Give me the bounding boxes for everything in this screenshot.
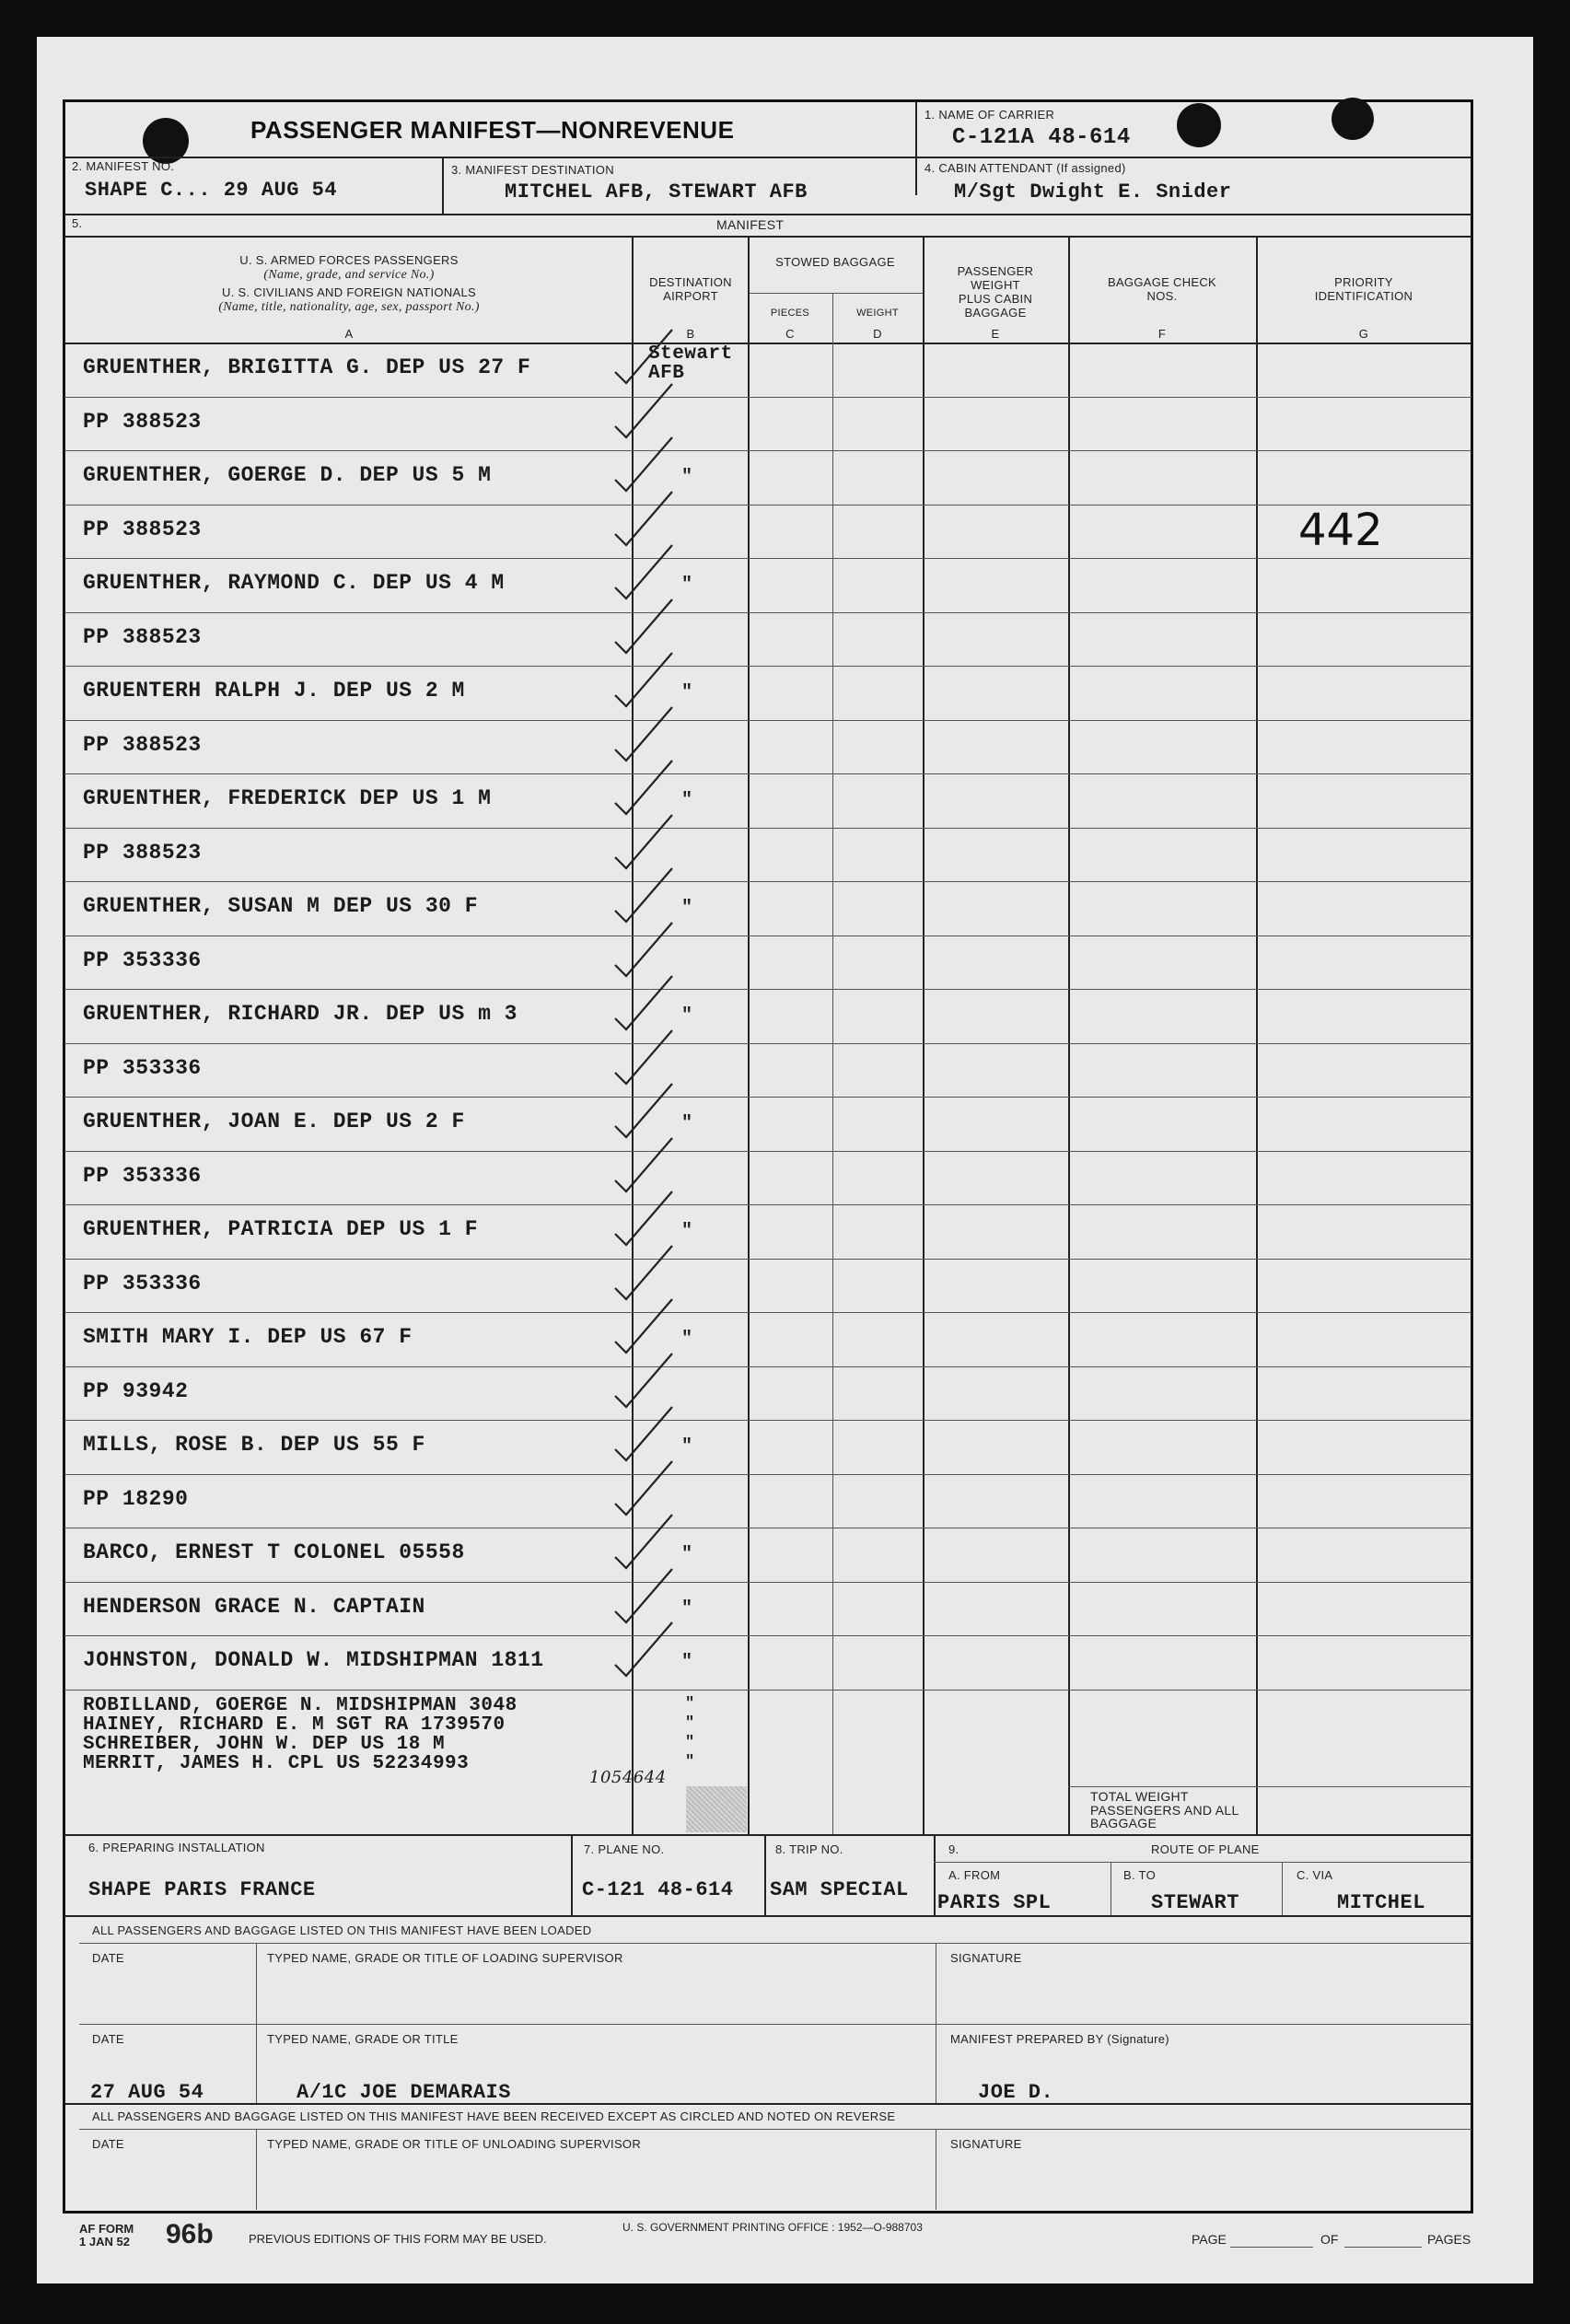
col-a-letter: A bbox=[344, 327, 354, 341]
col-b-letter: B bbox=[686, 327, 695, 341]
destination-airport-cell: " bbox=[685, 1714, 695, 1732]
carrier-label: 1. NAME OF CARRIER bbox=[925, 108, 1055, 122]
route-via-label: C. VIA bbox=[1297, 1868, 1333, 1882]
col-g-header bbox=[1256, 276, 1471, 304]
loaded-statement: ALL PASSENGERS AND BAGGAGE LISTED ON THIS MANIFEST HAVE BEEN LOADED bbox=[92, 1923, 592, 1937]
passenger-row: MERRIT, JAMES H. CPL US 52234993 bbox=[83, 1752, 470, 1774]
destination-airport-cell: " bbox=[681, 1113, 693, 1134]
destination-airport-cell: " bbox=[681, 790, 693, 811]
passenger-row: GRUENTHER, RAYMOND C. DEP US 4 M bbox=[83, 571, 505, 595]
margin-handwritten-note: 1054644 bbox=[589, 1768, 667, 1787]
section7-label: 7. PLANE NO. bbox=[584, 1842, 665, 1856]
col-b-header bbox=[634, 276, 748, 304]
passport-row: PP 353336 bbox=[83, 1055, 202, 1080]
destination-airport-cell: " bbox=[681, 1221, 693, 1242]
received-statement: ALL PASSENGERS AND BAGGAGE LISTED ON THIS MANIFEST HAVE BEEN RECEIVED EXCEPT AS CIRCLED AND NOTED ON REVERSE bbox=[92, 2109, 896, 2123]
col-d-letter: D bbox=[873, 327, 882, 341]
destination-airport-cell: " bbox=[681, 1005, 693, 1027]
route-to-label: B. TO bbox=[1123, 1868, 1156, 1882]
col-e-letter: E bbox=[991, 327, 1000, 341]
passport-row: PP 388523 bbox=[83, 840, 202, 865]
passenger-row: GRUENTHER, RICHARD JR. DEP US m 3 bbox=[83, 1002, 518, 1026]
passenger-row: BARCO, ERNEST T COLONEL 05558 bbox=[83, 1540, 465, 1564]
page-label: PAGE bbox=[1192, 2232, 1227, 2247]
previous-editions-note: PREVIOUS EDITIONS OF THIS FORM MAY BE USED. bbox=[249, 2232, 547, 2246]
col-e-line4: BAGGAGE bbox=[964, 305, 1027, 320]
manifest-heading: MANIFEST bbox=[716, 217, 785, 232]
destination-airport-cell: " bbox=[681, 1598, 693, 1620]
passenger-row: GRUENTHER, BRIGITTA G. DEP US 27 F bbox=[83, 355, 531, 379]
form-id-line2: 1 JAN 52 bbox=[79, 2234, 130, 2248]
passenger-row: MILLS, ROSE B. DEP US 55 F bbox=[83, 1433, 425, 1457]
section8-label: 8. TRIP NO. bbox=[775, 1842, 843, 1856]
col-e-line3: PLUS CABIN bbox=[958, 291, 1033, 306]
unloading-supervisor-label: TYPED NAME, GRADE OR TITLE OF UNLOADING SUPERVISOR bbox=[267, 2137, 642, 2151]
col-b-line2: AIRPORT bbox=[663, 288, 718, 303]
destination-label: 3. MANIFEST DESTINATION bbox=[451, 163, 614, 177]
passenger-row: GRUENTHER, FREDERICK DEP US 1 M bbox=[83, 786, 492, 810]
col-a-line3: U. S. CIVILIANS AND FOREIGN NATIONALS bbox=[222, 285, 476, 300]
loaded-signature-label: SIGNATURE bbox=[950, 1951, 1022, 1965]
received-date-label: DATE bbox=[92, 2137, 124, 2151]
prepared-name-value: A/1C JOE DEMARAIS bbox=[297, 2081, 511, 2104]
gpo-note: U. S. GOVERNMENT PRINTING OFFICE : 1952—O-988703 bbox=[622, 2221, 923, 2234]
section8-value: SAM SPECIAL bbox=[770, 1878, 909, 1901]
prepared-by-value: JOE D. bbox=[978, 2081, 1054, 2104]
passport-row: PP 388523 bbox=[83, 624, 202, 649]
route-from-label: A. FROM bbox=[948, 1868, 1001, 1882]
route-to-value: STEWART bbox=[1151, 1891, 1239, 1914]
destination-airport-cell: " bbox=[681, 1436, 693, 1458]
priority-handwritten-number: 442 bbox=[1298, 505, 1383, 556]
col-d-label: WEIGHT bbox=[856, 308, 899, 319]
stowed-baggage-header: STOWED BAGGAGE bbox=[775, 255, 895, 269]
passenger-row: ROBILLAND, GOERGE N. MIDSHIPMAN 3048 bbox=[83, 1694, 518, 1716]
col-f-letter: F bbox=[1157, 327, 1167, 341]
col-a-header bbox=[66, 254, 632, 315]
form-id-line1: AF FORM bbox=[79, 2222, 134, 2236]
passport-row: PP 388523 bbox=[83, 732, 202, 757]
passport-row: PP 353336 bbox=[83, 1271, 202, 1296]
col-e-line1: PASSENGER bbox=[957, 264, 1034, 278]
passenger-row: SMITH MARY I. DEP US 67 F bbox=[83, 1325, 413, 1349]
total-shaded-cell bbox=[686, 1786, 747, 1832]
passport-row: PP 18290 bbox=[83, 1486, 189, 1511]
passenger-row: JOHNSTON, DONALD W. MIDSHIPMAN 1811 bbox=[83, 1648, 544, 1672]
col-f-line1: BAGGAGE CHECK bbox=[1107, 275, 1217, 289]
col-a-line2: (Name, grade, and service No.) bbox=[263, 267, 435, 282]
form-id-block bbox=[79, 2223, 134, 2248]
passenger-row: GRUENTHER, GOERGE D. DEP US 5 M bbox=[83, 463, 492, 487]
manifest-no-label: 2. MANIFEST NO. bbox=[72, 159, 175, 173]
passenger-row: GRUENTHER, SUSAN M DEP US 30 F bbox=[83, 894, 479, 918]
col-b-line1: DESTINATION bbox=[649, 275, 732, 289]
section6-value: SHAPE PARIS FRANCE bbox=[88, 1878, 316, 1901]
section9-label: 9. bbox=[948, 1842, 959, 1856]
carrier-value: C-121A 48-614 bbox=[952, 125, 1131, 150]
destination-airport-cell: " bbox=[681, 1652, 693, 1673]
passenger-row: GRUENTHER, JOAN E. DEP US 2 F bbox=[83, 1110, 465, 1133]
destination-airport-cell: " bbox=[685, 1733, 695, 1751]
passenger-row: GRUENTERH RALPH J. DEP US 2 M bbox=[83, 679, 465, 703]
section6-label: 6. PREPARING INSTALLATION bbox=[88, 1841, 265, 1854]
passenger-row: GRUENTHER, PATRICIA DEP US 1 F bbox=[83, 1217, 479, 1241]
prepared-name-label: TYPED NAME, GRADE OR TITLE bbox=[267, 2032, 459, 2046]
attendant-value: M/Sgt Dwight E. Snider bbox=[954, 180, 1232, 203]
route-via-value: MITCHEL bbox=[1337, 1891, 1425, 1914]
attendant-label: 4. CABIN ATTENDANT (If assigned) bbox=[925, 161, 1126, 175]
col-e-line2: WEIGHT bbox=[971, 277, 1020, 292]
passenger-row: SCHREIBER, JOHN W. DEP US 18 M bbox=[83, 1733, 446, 1755]
check-mark-icon bbox=[608, 1617, 681, 1681]
form-number: 96b bbox=[166, 2219, 214, 2249]
prepared-date-value: 27 AUG 54 bbox=[90, 2081, 204, 2104]
loading-supervisor-label: TYPED NAME, GRADE OR TITLE OF LOADING SUPERVISOR bbox=[267, 1951, 623, 1965]
form-title: PASSENGER MANIFEST—NONREVENUE bbox=[250, 116, 735, 144]
route-of-plane-label: ROUTE OF PLANE bbox=[1151, 1842, 1260, 1856]
received-signature-label: SIGNATURE bbox=[950, 2137, 1022, 2151]
of-label: OF bbox=[1320, 2232, 1339, 2247]
destination-value: MITCHEL AFB, STEWART AFB bbox=[505, 180, 808, 203]
passenger-row: HAINEY, RICHARD E. M SGT RA 1739570 bbox=[83, 1714, 506, 1736]
col-f-header bbox=[1068, 276, 1256, 304]
col-c-label: PIECES bbox=[770, 308, 810, 319]
route-from-value: PARIS SPL bbox=[937, 1891, 1052, 1914]
prepared-date-label: DATE bbox=[92, 2032, 124, 2046]
passenger-row: HENDERSON GRACE N. CAPTAIN bbox=[83, 1594, 425, 1619]
section-5-label: 5. bbox=[72, 216, 83, 230]
passport-row: PP 388523 bbox=[83, 409, 202, 434]
col-a-line1: U. S. ARMED FORCES PASSENGERS bbox=[239, 253, 459, 267]
col-g-letter: G bbox=[1358, 327, 1369, 341]
col-f-line2: NOS. bbox=[1146, 288, 1178, 303]
destination-airport-cell: " bbox=[681, 682, 693, 703]
passport-row: PP 93942 bbox=[83, 1378, 189, 1403]
passport-row: PP 353336 bbox=[83, 947, 202, 972]
col-c-letter: C bbox=[785, 327, 795, 341]
passport-row: PP 388523 bbox=[83, 517, 202, 541]
destination-airport-cell: " bbox=[685, 1752, 695, 1771]
destination-airport-cell: " bbox=[681, 898, 693, 919]
destination-airport-cell: " bbox=[681, 467, 693, 488]
section7-value: C-121 48-614 bbox=[582, 1878, 734, 1901]
col-e-header bbox=[923, 265, 1068, 320]
total-weight-label: TOTAL WEIGHT PASSENGERS AND ALL BAGGAGE bbox=[1090, 1789, 1239, 1831]
loaded-date-label: DATE bbox=[92, 1951, 124, 1965]
destination-airport-cell: " bbox=[685, 1694, 695, 1713]
pages-label: PAGES bbox=[1427, 2232, 1471, 2247]
col-g-line2: IDENTIFICATION bbox=[1314, 288, 1413, 303]
col-a-line4: (Name, title, nationality, age, sex, passport No.) bbox=[218, 299, 480, 314]
passport-row: PP 353336 bbox=[83, 1163, 202, 1188]
prepared-by-label: MANIFEST PREPARED BY (Signature) bbox=[950, 2032, 1169, 2046]
destination-airport-cell: " bbox=[681, 575, 693, 596]
destination-airport-cell: Stewart AFB bbox=[648, 343, 733, 384]
destination-airport-cell: " bbox=[681, 1329, 693, 1350]
destination-airport-cell: " bbox=[681, 1544, 693, 1565]
manifest-no-value: SHAPE C... 29 AUG 54 bbox=[85, 179, 338, 202]
col-g-line1: PRIORITY bbox=[1334, 275, 1393, 289]
